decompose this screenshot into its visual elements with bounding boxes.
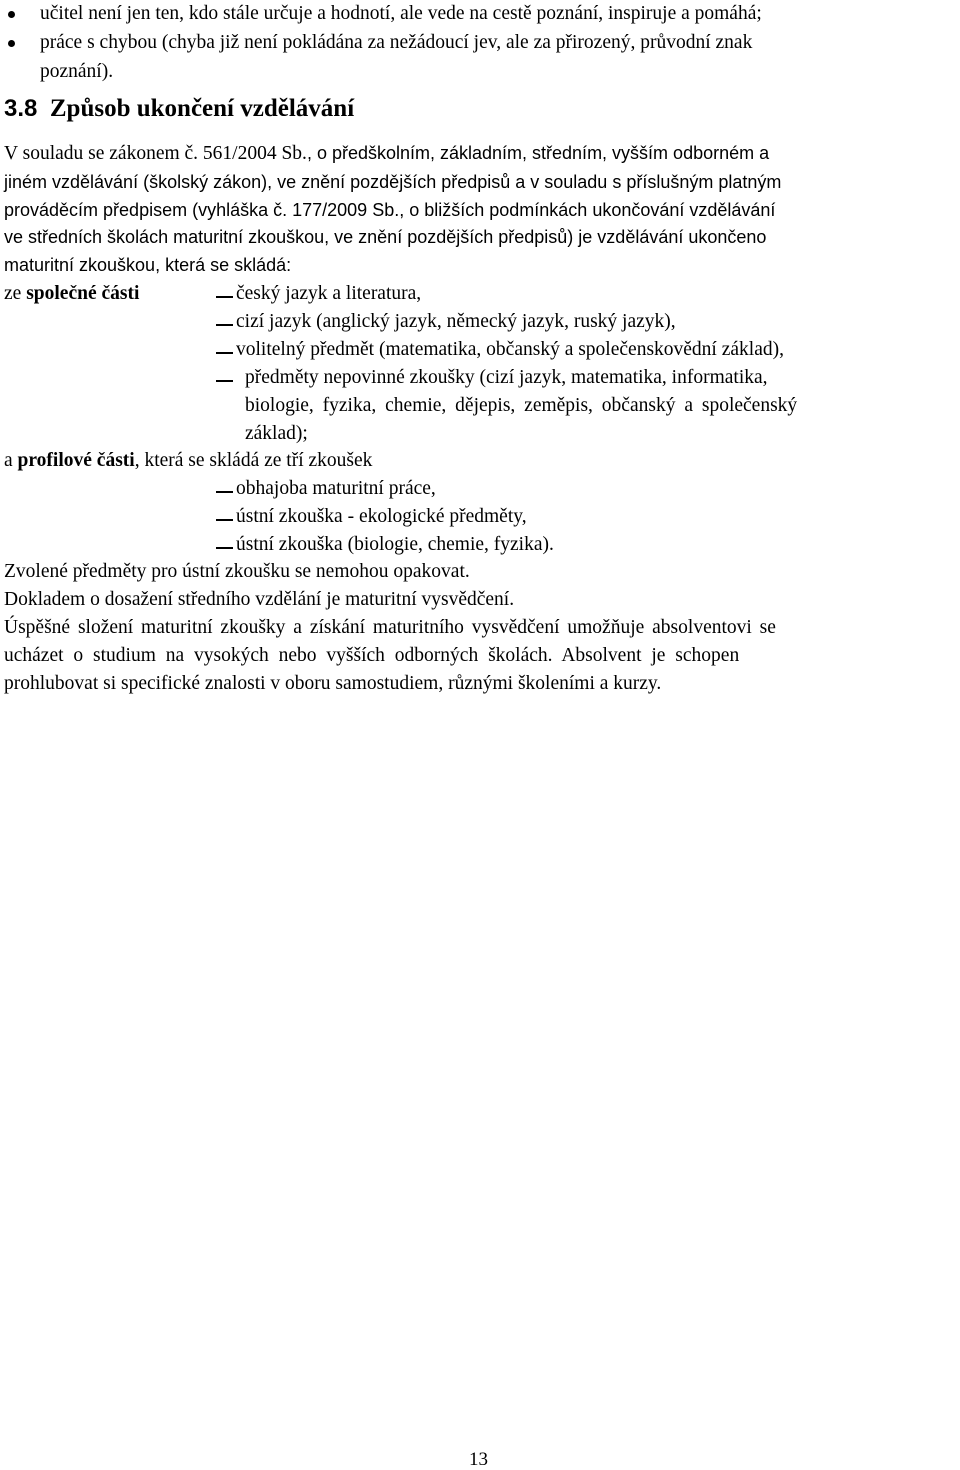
intro-text: , o předškolním, základním, středním, vyšším odborném a [306, 143, 770, 163]
bullet-dot [8, 11, 15, 18]
profile-item-3: ústní zkouška (biologie, chemie, fyzika). [236, 534, 554, 555]
dash-marker [216, 547, 233, 549]
page-number: 13 [469, 1449, 488, 1470]
dash-marker [216, 324, 233, 326]
bullet-item-1: učitel není jen ten, kdo stále určuje a hodnotí, ale vede na cestě poznání, inspiruje a pomáhá; [40, 3, 762, 24]
section-heading [4, 96, 354, 121]
common-item-3: volitelný předmět (matematika, občanský a společenskovědní základ), [236, 339, 784, 360]
intro-text: , o bližších podmínkách ukončování vzdělávání [399, 200, 776, 220]
decree-reference: prováděcím předpisem (vyhláška č. 177/2009 Sb. [4, 200, 400, 220]
dash-marker [216, 352, 233, 354]
closing-line-4: ucházet o studium na vysokých nebo vyšších odborných školách. Absolvent je schopen [4, 645, 740, 666]
bullet-item-2-line-1: práce s chybou (chyba již není pokládána za nežádoucí jev, ale za přirozený, průvodní znak [40, 32, 753, 53]
profile-item-2: ústní zkouška - ekologické předměty, [236, 506, 527, 527]
closing-line-5: prohlubovat si specifické znalosti v oboru samostudiem, různými školeními a kurzy. [4, 673, 662, 694]
common-part-title: společné části [26, 283, 140, 304]
section-number: 3.8 [4, 95, 38, 122]
dash-marker [216, 296, 233, 298]
bullet-item-2-line-2: poznání). [40, 61, 114, 82]
optional-exams-line-2: biologie, fyzika, chemie, dějepis, zeměpis, občanský a společenský [245, 395, 798, 416]
closing-line-2: Dokladem o dosažení středního vzdělání je maturitní vysvědčení. [4, 589, 515, 610]
common-item-1: český jazyk a literatura, [236, 283, 422, 304]
intro-line-4: ve středních školách maturitní zkouškou, ve znění pozdějších předpisů) je vzdělávání ukončeno [4, 227, 767, 247]
closing-line-3: Úspěšné složení maturitní zkoušky a získání maturitního vysvědčení umožňuje absolventovi se [4, 617, 776, 638]
common-part-label: ze společné části [4, 283, 140, 304]
section-title: Způsob ukončení vzdělávání [49, 95, 355, 122]
intro-line-1 [4, 144, 769, 164]
dash-marker [216, 380, 233, 382]
dash-marker [216, 519, 233, 521]
profile-item-1: obhajoba maturitní práce, [236, 478, 436, 499]
common-item-2: cizí jazyk (anglický jazyk, německý jazyk, ruský jazyk), [236, 311, 676, 332]
optional-exams-line-3: základ); [245, 423, 308, 444]
law-reference: V souladu se zákonem č. 561/2004 Sb. [4, 143, 307, 164]
dash-marker [216, 491, 233, 493]
intro-line-3 [4, 201, 775, 219]
profile-part-title: profilové části [17, 450, 135, 471]
bullet-dot [8, 40, 15, 47]
optional-exams-line-1: předměty nepovinné zkoušky (cizí jazyk, matematika, informatika, [245, 367, 768, 388]
profile-part-label: a profilové části, která se skládá ze tří zkoušek [4, 450, 373, 471]
closing-line-1: Zvolené předměty pro ústní zkoušku se nemohou opakovat. [4, 561, 470, 582]
intro-line-2: jiném vzdělávání (školský zákon), ve znění pozdějších předpisů a v souladu s příslušným platným [4, 172, 782, 192]
intro-line-5: maturitní zkouškou, která se skládá: [4, 255, 292, 275]
